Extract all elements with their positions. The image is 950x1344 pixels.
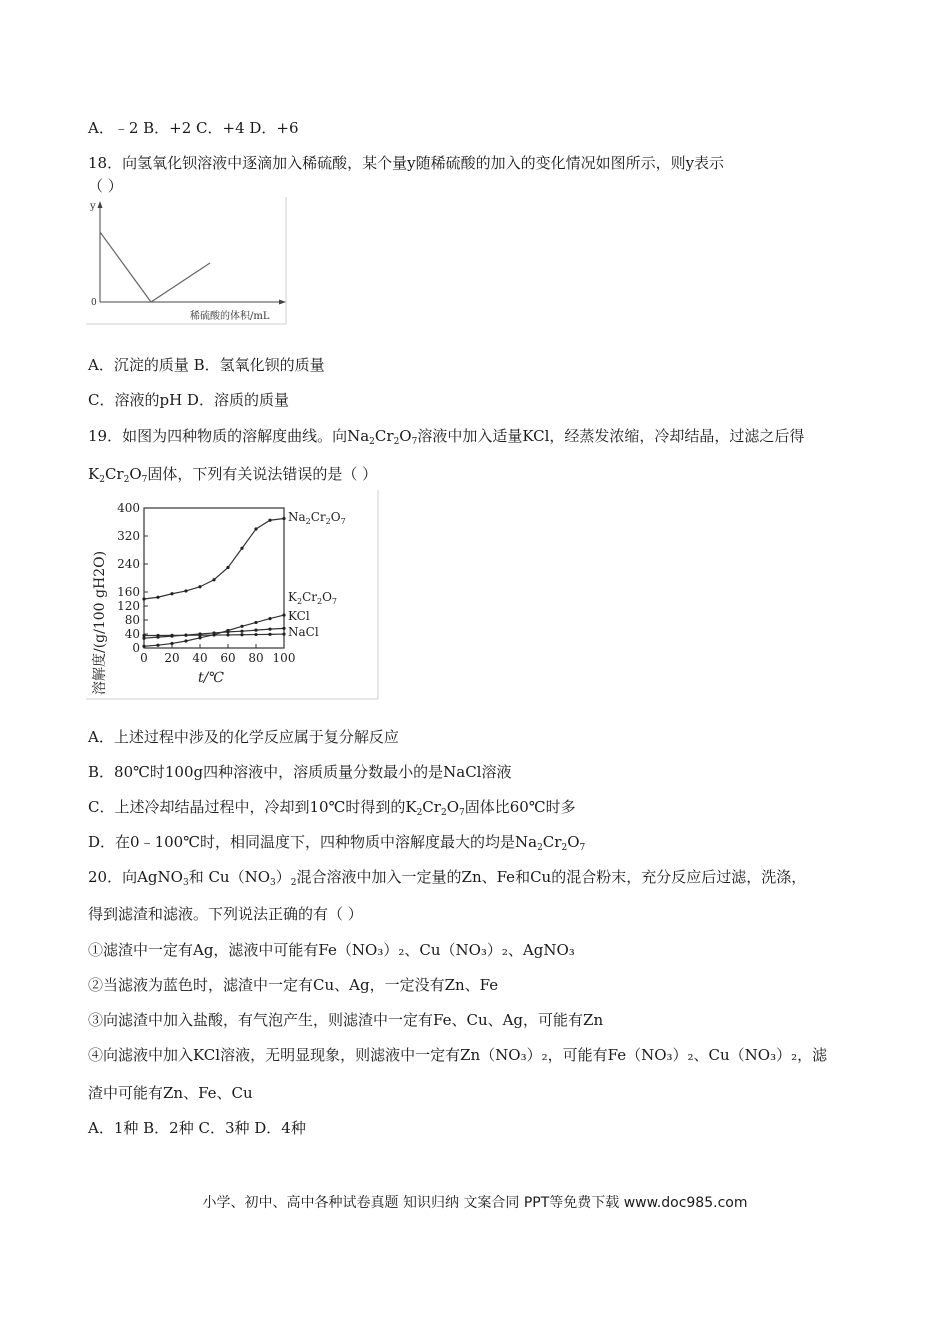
q19-option-c: [88, 797, 576, 823]
data-point-k2cr2o7: [240, 625, 243, 628]
legend-nacl: NaCl: [288, 625, 319, 639]
data-point-kcl: [268, 628, 271, 631]
q19-stem-text: Cr: [374, 427, 394, 445]
option-text: 固体比60℃时多: [464, 798, 576, 816]
x-tick-label: 20: [164, 651, 180, 665]
data-point-nacl: [226, 633, 229, 636]
y-tick-label: 120: [117, 599, 140, 613]
y-tick-label: 240: [117, 557, 140, 571]
x-tick-label: 80: [248, 651, 264, 665]
data-point-na2cr2o7: [170, 592, 173, 595]
legend-k2cr2o7: $K_2Cr_2O_7$: [288, 590, 338, 606]
data-point-k2cr2o7: [142, 645, 145, 648]
data-point-k2cr2o7: [268, 617, 271, 620]
x-axis-arrow: [279, 300, 286, 305]
subscript: 2: [416, 808, 423, 818]
q20-statement-4b: 渣中可能有Zn、Fe、Cu: [88, 1084, 253, 1102]
q19-stem-line1: [88, 426, 804, 452]
plot-area: [144, 508, 284, 648]
data-point-nacl: [156, 634, 159, 637]
subscript: 3: [182, 878, 189, 888]
data-point-na2cr2o7: [198, 585, 201, 588]
page-footer: 小学、初中、高中各种试卷真题 知识归纳 文案合同 PPT等免费下载 www.doc985.com: [202, 1195, 748, 1211]
q18-options-cd: C．溶液的pH D．溶质的质量: [88, 391, 289, 409]
data-point-nacl: [282, 632, 285, 635]
q18-graph: [86, 197, 288, 325]
y-axis-arrow: [98, 201, 103, 208]
q20-stem-text: 混合溶液中加入一定量的Zn、Fe和Cu的混合粉末，充分反应后过滤，洗涤，: [296, 868, 807, 886]
q20-statement-2: ②当滤液为蓝色时，滤渣中一定有Cu、Ag，一定没有Zn、Fe: [88, 976, 499, 994]
q18-paren: （ ）: [88, 177, 123, 195]
subscript: 3: [270, 878, 276, 888]
y-tick-label: 320: [117, 529, 140, 543]
q17-options: A．﹣2 B．+2 C．+4 D．+6: [88, 119, 299, 137]
data-point-nacl: [184, 634, 187, 637]
subscript: 2: [369, 437, 375, 447]
x-tick-label: 0: [140, 651, 148, 665]
subscript: 2: [123, 475, 130, 485]
series-line-na2cr2o7: [144, 519, 284, 600]
option-text: O: [567, 833, 580, 851]
q19-stem-text: K: [88, 465, 100, 483]
q18-stem: 18．向氢氧化钡溶液中逐滴加入稀硫酸，某个量y随稀硫酸的加入的变化情况如图所示，则y表示: [88, 154, 725, 172]
data-point-nacl: [268, 633, 271, 636]
data-point-nacl: [142, 634, 145, 637]
data-point-kcl: [240, 630, 243, 633]
option-text: C．上述冷却结晶过程中，冷却到10℃时得到的K: [88, 798, 417, 816]
origin-label: 0: [91, 298, 97, 308]
q19-stem-text: O: [129, 465, 142, 483]
data-point-k2cr2o7: [156, 644, 159, 647]
subscript: 7: [411, 437, 418, 447]
data-point-na2cr2o7: [212, 578, 215, 581]
x-tick-label: 40: [192, 651, 208, 665]
data-point-na2cr2o7: [268, 519, 271, 522]
x-axis-label: 稀硫酸的体积/mL: [190, 311, 270, 322]
data-point-na2cr2o7: [240, 547, 243, 550]
data-point-kcl: [226, 630, 229, 633]
y-tick-label: 80: [124, 613, 140, 627]
q20-stem-text: 和 Cu（NO: [188, 868, 271, 886]
x-tick-label: 100: [272, 651, 296, 665]
q20-stem-text: 20．向AgNO: [88, 868, 183, 886]
subscript: 2: [99, 475, 105, 485]
data-point-nacl: [212, 633, 215, 636]
q19-stem-text: 溶液中加入适量KCl，经蒸发浓缩，冷却结晶，过滤之后得: [417, 427, 805, 445]
data-point-k2cr2o7: [254, 621, 257, 624]
data-point-kcl: [282, 627, 285, 630]
data-point-nacl: [240, 633, 243, 636]
q20-statement-1: ①滤渣中一定有Ag，滤液中可能有Fe（NO₃）₂、Cu（NO₃）₂、AgNO₃: [88, 941, 575, 959]
data-point-na2cr2o7: [226, 566, 229, 569]
option-text: Cr: [422, 798, 441, 816]
data-point-nacl: [170, 634, 173, 637]
q19-stem-text: 19．如图为四种物质的溶解度曲线。向Na: [88, 427, 370, 445]
y-tick-label: 160: [117, 585, 140, 599]
q18-options-ab: A．沉淀的质量 B．氢氧化钡的质量: [88, 356, 325, 374]
subscript: 2: [561, 843, 568, 853]
option-text: O: [446, 798, 459, 816]
data-point-k2cr2o7: [282, 614, 285, 617]
data-point-k2cr2o7: [184, 639, 187, 642]
subscript: 2: [393, 437, 400, 447]
q20-statement-4a: ④向滤液中加入KCl溶液，无明显现象，则滤液中一定有Zn（NO₃）₂，可能有Fe（NO₃）₂、Cu（NO₃）₂，滤: [88, 1046, 828, 1064]
data-point-na2cr2o7: [142, 597, 145, 600]
data-point-nacl: [198, 634, 201, 637]
q19-option-a: A．上述过程中涉及的化学反应属于复分解反应: [88, 728, 399, 746]
legend-kcl: KCl: [288, 609, 310, 623]
y-axis-label: y: [90, 201, 96, 212]
data-point-na2cr2o7: [156, 596, 159, 599]
subscript: 7: [579, 843, 586, 853]
data-point-kcl: [254, 629, 257, 632]
solubility-chart: [86, 490, 380, 700]
q19-stem-text: O: [399, 427, 412, 445]
q19-option-d: [88, 832, 585, 858]
data-point-nacl: [254, 633, 257, 636]
data-point-k2cr2o7: [170, 642, 173, 645]
q19-stem-text: Cr: [104, 465, 124, 483]
q19-stem-line2: [88, 464, 377, 490]
subscript: 2: [290, 878, 297, 888]
legend-na2cr2o7: $Na_2Cr_2O_7$: [288, 510, 346, 526]
option-text: D．在0﹣100℃时，相同温度下，四种物质中溶解度最大的均是Na: [88, 833, 538, 851]
subscript: 2: [440, 808, 447, 818]
subscript: 7: [141, 475, 148, 485]
y-tick-label: 0: [132, 641, 140, 655]
data-point-na2cr2o7: [282, 517, 285, 520]
q20-options: A．1种 B．2种 C．3种 D．4种: [88, 1119, 306, 1137]
option-text: Cr: [542, 833, 562, 851]
data-point-na2cr2o7: [254, 527, 257, 530]
q19-stem-text: 固体，下列有关说法错误的是（ ）: [147, 465, 378, 483]
q20-statement-3: ③向滤渣中加入盐酸，有气泡产生，则滤渣中一定有Fe、Cu、Ag，可能有Zn: [88, 1011, 604, 1029]
q19-option-b: B．80℃时100g四种溶液中，溶质质量分数最小的是NaCl溶液: [88, 763, 512, 781]
y-curve: [100, 232, 210, 302]
y-axis-title: 溶解度/(g/100 gH2O): [92, 550, 108, 695]
x-tick-label: 60: [220, 651, 236, 665]
data-point-na2cr2o7: [184, 589, 187, 592]
q20-stem-text: ）: [275, 868, 291, 886]
y-tick-label: 40: [124, 627, 140, 641]
x-axis-title: t/℃: [198, 670, 225, 686]
q20-stem-line1: [88, 867, 806, 893]
subscript: 2: [537, 843, 543, 853]
subscript: 7: [459, 808, 465, 818]
series-line-k2cr2o7: [144, 615, 284, 646]
y-tick-label: 400: [117, 501, 140, 515]
q20-stem-line2: 得到滤渣和滤液。下列说法正确的有（ ）: [88, 905, 363, 923]
